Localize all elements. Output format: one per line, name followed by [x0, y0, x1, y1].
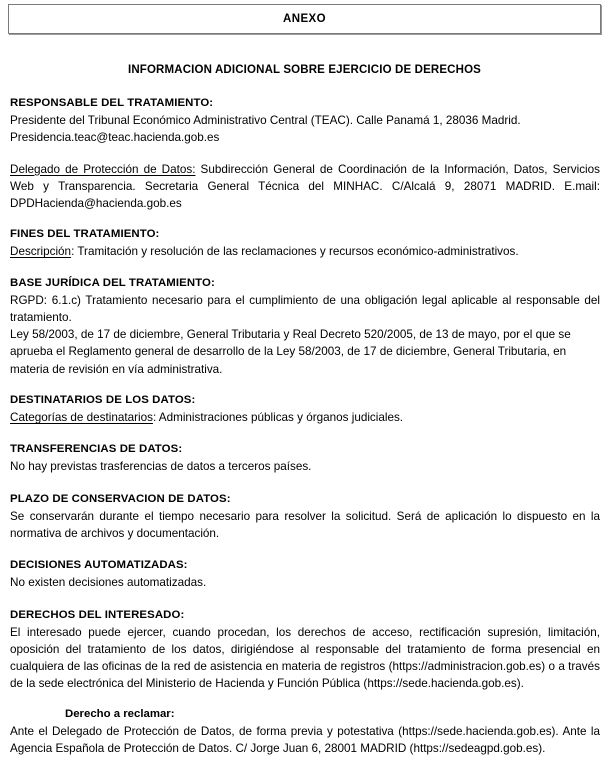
section-body-base-juridica-ley: Ley 58/2003, de 17 de diciembre, General Tributaria y Real Decreto 520/2005, de 13 de mayo, por el que se aprueba el Reglamento general de desarrollo de la Ley 58/2003, de 17 de diciembre, General Tributaria, en materia de revisión en vía administrativa.	[10, 328, 571, 376]
section-heading-transferencias: TRANSFERENCIAS DE DATOS:	[10, 443, 183, 456]
section-heading-fines: FINES DEL TRATAMIENTO:	[10, 228, 160, 241]
categorias-text: : Administraciones públicas y órganos judiciales.	[152, 411, 404, 425]
section-body-decisiones: No existen decisiones automatizadas.	[10, 576, 207, 590]
section-heading-destinatarios: DESTINATARIOS DE LOS DATOS:	[10, 393, 196, 406]
descripcion-text: : Tramitación y resolución de las reclamaciones y recursos económico-administrativos.	[71, 245, 519, 259]
section-body-base-juridica-rgpd: RGPD: 6.1.c) Tratamiento necesario para el cumplimiento de una obligación legal aplicable al responsable del tratamiento.	[10, 293, 600, 325]
page-title: INFORMACION ADICIONAL SOBRE EJERCICIO DE DERECHOS	[127, 64, 482, 76]
section-body-destinatarios	[10, 409, 600, 426]
section-heading-derechos: DERECHOS DEL INTERESADO:	[10, 608, 185, 621]
section-body-responsable: Presidente del Tribunal Económico Administrativo Central (TEAC). Calle Panamá 1, 28036 Madrid. Presidencia.teac@teac.hacienda.gob.es	[10, 114, 521, 145]
section-body-derecho-a-reclamar: Ante el Delegado de Protección de Datos, de forma previa y potestativa (https://sede.hacienda.gob.es). Ante la Agencia Española de Protección de Datos. C/ Jorge Juan 6, 28001 MADRID (https://sedeagpd.gob.es).	[10, 724, 600, 756]
section-heading-plazo: PLAZO DE CONSERVACION DE DATOS:	[10, 492, 231, 505]
section-body-fines	[10, 243, 600, 260]
section-body-dpd	[10, 161, 600, 213]
section-heading-base-juridica: BASE JURÍDICA DEL TRATAMIENTO:	[10, 276, 215, 289]
section-body-plazo: Se conservarán durante el tiempo necesario para resolver la solicitud. Será de aplicación lo dispuesto en la normativa de archivos y documentación.	[10, 509, 600, 541]
document-body	[8, 95, 601, 757]
section-body-derechos: El interesado puede ejercer, cuando procedan, los derechos de acceso, rectificación supresión, limitación, oposición del tratamiento de los datos, dirigiéndose al responsable del tratamiento de forma presencial en cualquiera de las oficinas de la red de asistencia en materia de registros (https://administracion.gob.es) o a través de la sede electrónica del Ministerio de Hacienda y Función Pública (https://sede.hacienda.gob.es).	[10, 625, 600, 691]
section-heading-decisiones: DECISIONES AUTOMATIZADAS:	[10, 559, 188, 572]
section-body-transferencias: No hay previstas trasferencias de datos a terceros países.	[10, 460, 312, 474]
dpd-text: Subdirección General de Coordinación de la Información, Datos, Servicios Web y Transparencia. Secretaria General Técnica del MINHAC. C/Alcalá 9, 28071 MADRID. E.mail: DPDHacienda@hacienda.gob.es	[10, 162, 600, 211]
anexo-title: ANEXO	[283, 13, 326, 25]
descripcion-label: Descripción	[10, 245, 72, 259]
subsection-heading-derecho-a-reclamar: Derecho a reclamar:	[65, 707, 175, 720]
categorias-label: Categorías de destinatarios	[10, 411, 153, 425]
dpd-label: Delegado de Protección de Datos:	[10, 162, 196, 176]
section-heading-responsable: RESPONSABLE DEL TRATAMIENTO:	[10, 97, 214, 109]
anexo-title-box	[8, 4, 601, 34]
